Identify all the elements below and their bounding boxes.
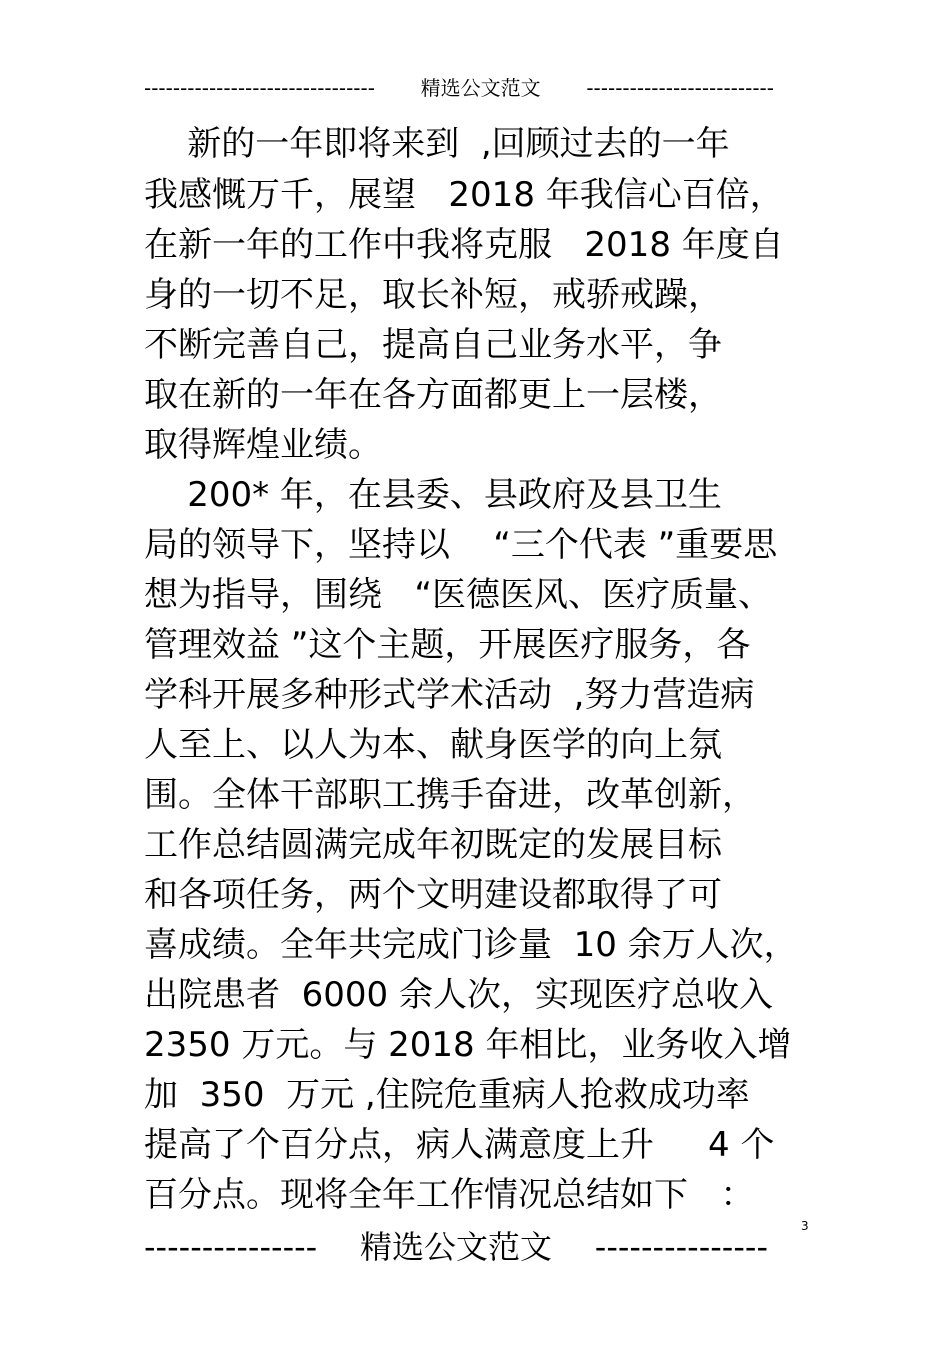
header-title: 精选公文范文 (420, 76, 541, 100)
text-line: 身的一切不足，取长补短，戒骄戒躁， (144, 275, 722, 315)
text-line: 百分点。现将全年工作情况总结如下 ： (144, 1175, 755, 1215)
footer-dashes-left: --------------- (144, 1228, 318, 1266)
text-line: 取得辉煌业绩。 (144, 425, 382, 465)
text-line: 出院患者 6000 余人次，实现医疗总收入 (144, 975, 773, 1015)
text-line: 在新一年的工作中我将克服 2018 年度自 (144, 225, 784, 265)
text-line: 提高了个百分点，病人满意度上升 4 个 (144, 1125, 775, 1165)
text-line: 2350 万元。与 2018 年相比，业务收入增 (144, 1025, 792, 1065)
text-line: 局的领导下，坚持以 “三个代表 ”重要思 (144, 525, 778, 565)
page-footer (144, 1224, 768, 1270)
text-line: 我感慨万千，展望 2018 年我信心百倍， (144, 175, 784, 215)
text-line: 想为指导，围绕 “医德医风、医疗质量、 (144, 575, 773, 615)
text-line: 取在新的一年在各方面都更上一层楼， (144, 375, 722, 415)
text-line: 新的一年即将来到 ,回顾过去的一年 (144, 124, 730, 164)
text-line: 不断完善自己，提高自己业务水平，争 (144, 325, 722, 365)
text-line: 加 350 万元 ,住院危重病人抢救成功率 (144, 1075, 750, 1115)
text-line: 围。全体干部职工携手奋进，改革创新， (144, 775, 756, 815)
text-line: 管理效益 ”这个主题，开展医疗服务，各 (144, 625, 751, 665)
page-header (144, 74, 774, 102)
text-line: 和各项任务，两个文明建设都取得了可 (144, 875, 722, 915)
text-line: 200* 年，在县委、县政府及县卫生 (144, 475, 722, 515)
text-line: 人至上、以人为本、献身医学的向上氛 (144, 725, 722, 765)
text-line: 工作总结圆满完成年初既定的发展目标 (144, 825, 722, 865)
page-number: 3 (801, 1219, 809, 1233)
footer-dashes-right: --------------- (594, 1228, 768, 1266)
header-dashes-right: -------------------------- (586, 76, 774, 100)
header-dashes-left: -------------------------------- (144, 76, 375, 100)
text-line: 喜成绩。全年共完成门诊量 10 余万人次， (144, 925, 798, 965)
text-line: 学科开展多种形式学术活动 ,努力营造病 (144, 675, 755, 715)
footer-title: 精选公文范文 (359, 1228, 552, 1266)
